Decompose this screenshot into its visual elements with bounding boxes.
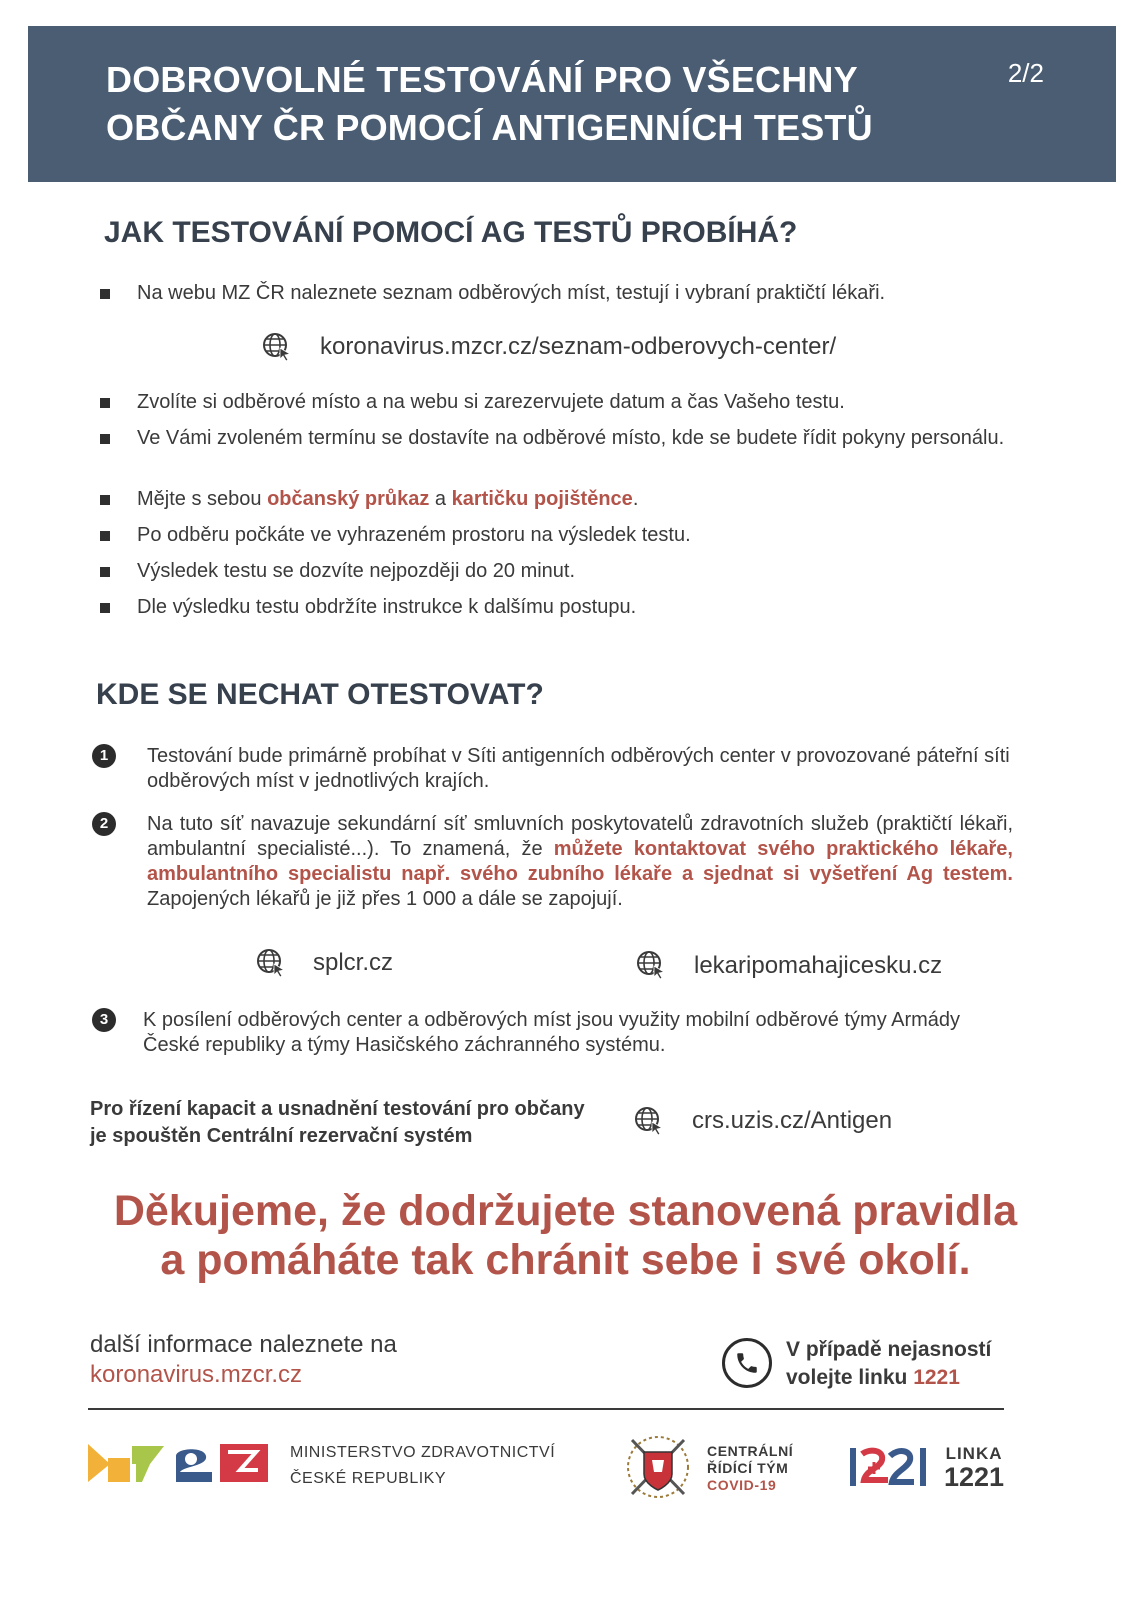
web-globe-icon <box>634 1106 664 1136</box>
bullet-marker <box>100 398 110 408</box>
link-koronavirus[interactable]: koronavirus.mzcr.cz <box>90 1361 303 1388</box>
mzcr-logo <box>88 1442 270 1484</box>
list-item: Ve Vámi zvoleném termínu se dostavíte na odběrové místo, kde se budete řídit pokyny personálu. <box>137 427 1005 449</box>
phone-icon <box>722 1338 772 1388</box>
header-banner <box>28 26 1116 182</box>
list-item: Na webu MZ ČR naleznete seznam odběrových míst, testují i vybraní praktičtí lékaři. <box>137 282 886 304</box>
web-globe-icon <box>636 950 666 980</box>
bullet-marker <box>100 434 110 444</box>
number-badge-3: 3 <box>92 1008 116 1032</box>
bullet-marker <box>100 531 110 541</box>
reservation-text: Pro řízení kapacit a usnadnění testování pro občany je spouštěn Centrální rezervační systém <box>90 1098 585 1147</box>
linka-text: LINKA 1221 <box>944 1444 1005 1492</box>
web-globe-icon <box>262 332 292 362</box>
link-seznam-odberovych-center[interactable]: koronavirus.mzcr.cz/seznam-odberovych-center/ <box>320 333 837 360</box>
section-heading-where: KDE SE NECHAT OTESTOVAT? <box>96 678 544 711</box>
link-crs-antigen[interactable]: crs.uzis.cz/Antigen <box>692 1107 893 1134</box>
section-heading-how: JAK TESTOVÁNÍ POMOCÍ AG TESTŮ PROBÍHÁ? <box>104 216 798 249</box>
phone-handset-icon <box>734 1350 760 1376</box>
web-globe-icon <box>256 948 286 978</box>
bullet-marker <box>100 567 110 577</box>
highlight-insurance-card: kartičku pojištěnce <box>451 488 633 510</box>
page-title: DOBROVOLNÉ TESTOVÁNÍ PRO VŠECHNY OBČANY ČR POMOCÍ ANTIGENNÍCH TESTŮ <box>106 59 873 148</box>
hotline-number: 1221 <box>913 1366 960 1389</box>
thanks-line-2: a pomáháte tak chránit sebe i své okolí. <box>160 1236 971 1284</box>
list-item: Zvolíte si odběrové místo a na webu si zarezervujete datum a čas Vašeho testu. <box>137 391 845 413</box>
number-badge-1: 1 <box>92 744 116 768</box>
highlight-id-card: občanský průkaz <box>267 488 430 510</box>
number-badge-2: 2 <box>92 812 116 836</box>
footer-divider <box>88 1408 1004 1410</box>
list-item: K posílení odběrových center a odběrových míst jsou využity mobilní odběrové týmy Armády České republiky a týmy Hasičského záchranného systému. <box>143 1009 961 1056</box>
highlight-contact-doctor: můžete kontaktovat svého praktického lékaře, ambulantního specialistu např. svého zubního lékaře a sjednat si vyšetření Ag testem. <box>147 838 1013 885</box>
crt-name: CENTRÁLNÍ ŘÍDÍCÍ TÝM COVID-19 <box>707 1443 794 1493</box>
crt-emblem <box>624 1432 692 1502</box>
list-item: Na tuto síť navazuje sekundární síť smluvních poskytovatelů zdravotních služeb (praktičtí lékaři, ambulantní specialisté...). To znamená, že můžete kontaktovat svého praktického lékaře, ambulantního specialistu např. svého zubního lékaře a sjednat si vyšetření Ag testem. Zapojených lékařů je již přes 1 000 a dále se zapojují. <box>147 813 1013 910</box>
linka-1221-logo <box>848 1446 930 1488</box>
link-splcr[interactable]: splcr.cz <box>313 949 394 976</box>
page-number: 2/2 <box>1007 58 1044 88</box>
bullet-marker <box>100 603 110 613</box>
list-item: Výsledek testu se dozvíte nejpozději do 20 minut. <box>137 560 576 582</box>
list-item: Po odběru počkáte ve vyhrazeném prostoru na výsledek testu. <box>137 524 691 546</box>
list-item: Testování bude primárně probíhat v Síti antigenních odběrových center v provozované páteřní síti odběrových míst v jednotlivých krajích. <box>147 745 1010 792</box>
thanks-line-1: Děkujeme, že dodržujete stanovená pravidla <box>113 1187 1018 1235</box>
hotline-text: V případě nejasností volejte linku 1221 <box>786 1338 992 1389</box>
bullet-marker <box>100 289 110 299</box>
link-lekaripomahajicesku[interactable]: lekaripomahajicesku.cz <box>694 952 943 979</box>
list-item: Mějte s sebou občanský průkaz a kartičku pojištěnce. <box>137 488 639 510</box>
more-info: další informace naleznete na koronavirus.mzcr.cz <box>90 1331 397 1388</box>
ministry-name: MINISTERSTVO ZDRAVOTNICTVÍ ČESKÉ REPUBLIKY <box>290 1444 556 1487</box>
list-item: Dle výsledku testu obdržíte instrukce k dalšímu postupu. <box>137 596 637 618</box>
bullet-marker <box>100 495 110 505</box>
